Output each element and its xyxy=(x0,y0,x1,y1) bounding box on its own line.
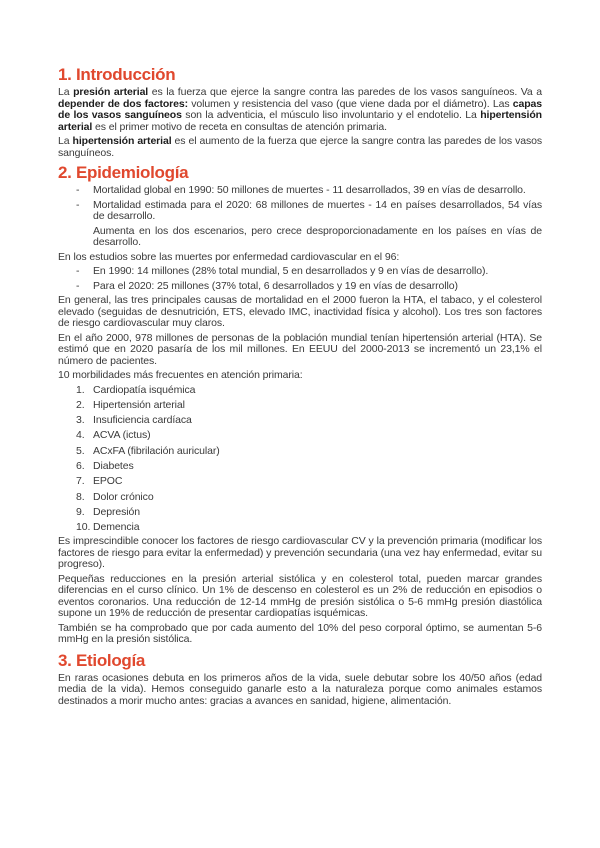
list-item: 3. Insuficiencia cardíaca xyxy=(76,414,192,427)
morbidities-list xyxy=(58,383,542,536)
weight-paragraph: También se ha comprobado que por cada aumento del 10% del peso corporal óptimo, se aumentan 5-6 mmHg en la presión sistólica. xyxy=(58,621,542,646)
list-item: - Mortalidad global en 1990: 50 millones de muertes - 11 desarrollados, 39 en vías de desarrollo. xyxy=(76,184,526,196)
term-hipertension-arterial: hipertensión arterial xyxy=(58,109,542,133)
term-hipertension-arterial-2: hipertensión arterial xyxy=(72,135,172,147)
list-item: 1. Cardiopatía isquémica xyxy=(76,383,196,396)
intro-paragraph-2: La hipertensión arterial es el aumento de la fuerza que ejerce la sangre contra las paredes de los vasos sanguíneos. xyxy=(58,135,542,159)
reductions-paragraph: Pequeñas reducciones en la presión arterial sistólica y en colesterol total, pueden marcar grandes diferencias en el curso clínico. Un 1% de descenso en colesterol es un 2% de reducción en episodios o eventos coronarios. Una reducción de 12-14 mmHg de presión sistólica o 5-6 mmHg presión diastólica supone un 19% de reducción de presentar cardiopatías isquémicas. xyxy=(58,572,542,620)
mortality-list xyxy=(58,185,542,223)
prevention-paragraph: Es imprescindible conocer los factores de riesgo cardiovascular CV y la prevención primaria (modificar los factores de riesgo para evitar la enfermedad) y prevención secundaria (una vez hay enfermedad, evitar su progreso). xyxy=(58,535,542,571)
year-2000-paragraph: En el año 2000, 978 millones de personas de la población mundial tenían hipertensión arterial (HTA). Se estimó que en 2020 pasaría de los mil millones. En EEUU del 2000-2013 se incrementó un 23,1% el número de pacientes. xyxy=(58,331,542,367)
list-item: 9. Depresión xyxy=(76,505,140,518)
list-item: 5. ACxFA (fibrilación auricular) xyxy=(76,444,220,457)
document-body xyxy=(58,64,542,710)
mortality-note: Aumenta en los dos escenarios, pero crece desproporcionadamente en los países en vías de desarrollo. xyxy=(93,224,542,248)
morbidities-intro: 10 morbilidades más frecuentes en atención primaria: xyxy=(58,369,303,381)
etiology-paragraph: En raras ocasiones debuta en los primeros años de la vida, suele debutar sobre los 40/50 años (edad media de la vida). Hemos conseguido ganarle esto a la naturaleza porque como animales estamos destinados a morir mucho antes: gracias a avances en sanidad, higiene, alimentación. xyxy=(58,671,542,707)
list-item: 8. Dolor crónico xyxy=(76,490,154,503)
term-presion-arterial: presión arterial xyxy=(73,86,149,98)
section-heading-etiologia: 3. Etiología xyxy=(58,650,146,670)
general-paragraph: En general, las tres principales causas de mortalidad en el 2000 fueron la HTA, el tabaco, y el colesterol elevado (seguidas de desnutrición, ETS, elevado IMC, inactividad física y alcohol). Los tres son factores de riesgo cardiovascular muy claros. xyxy=(58,294,542,329)
section-heading-epidemiologia: 2. Epidemiología xyxy=(58,163,189,182)
studies-intro: En los estudios sobre las muertes por enfermedad cardiovascular en el 96: xyxy=(58,250,400,263)
list-item: - Mortalidad estimada para el 2020: 68 millones de muertes - 14 en países desarrollados, 54 vías de desarrollo. xyxy=(76,198,542,222)
section-heading-introduccion: 1. Introducción xyxy=(58,65,176,84)
intro-paragraph-1: La presión arterial es la fuerza que ejerce la sangre contra las paredes de los vasos sanguíneos. Va a depender de dos factores: volumen y resistencia del vaso (que viene dada por el diámetro). Las capas de los vasos sanguíneos son la adventicia, el músculo liso involuntario y el endotelio. La hipertensión arterial es el primer motivo de receta en consultas de atención primaria. xyxy=(58,86,543,133)
list-item: 7. EPOC xyxy=(76,475,123,488)
list-item: 6. Diabetes xyxy=(76,459,134,472)
term-capas-vasos: capas de los vasos sanguíneos xyxy=(58,97,543,121)
list-item: 4. ACVA (ictus) xyxy=(76,429,151,442)
cv-deaths-list xyxy=(58,266,542,292)
term-dos-factores: depender de dos factores: xyxy=(58,97,189,110)
list-item: 2. Hipertensión arterial xyxy=(76,398,185,411)
list-item: - En 1990: 14 millones (28% total mundial, 5 en desarrollados y 9 en vías de desarrollo). xyxy=(76,265,489,277)
list-item: - Para el 2020: 25 millones (37% total, 6 desarrollados y 19 en vías de desarrollo) xyxy=(76,279,458,292)
list-item: 10. Demencia xyxy=(76,521,140,534)
